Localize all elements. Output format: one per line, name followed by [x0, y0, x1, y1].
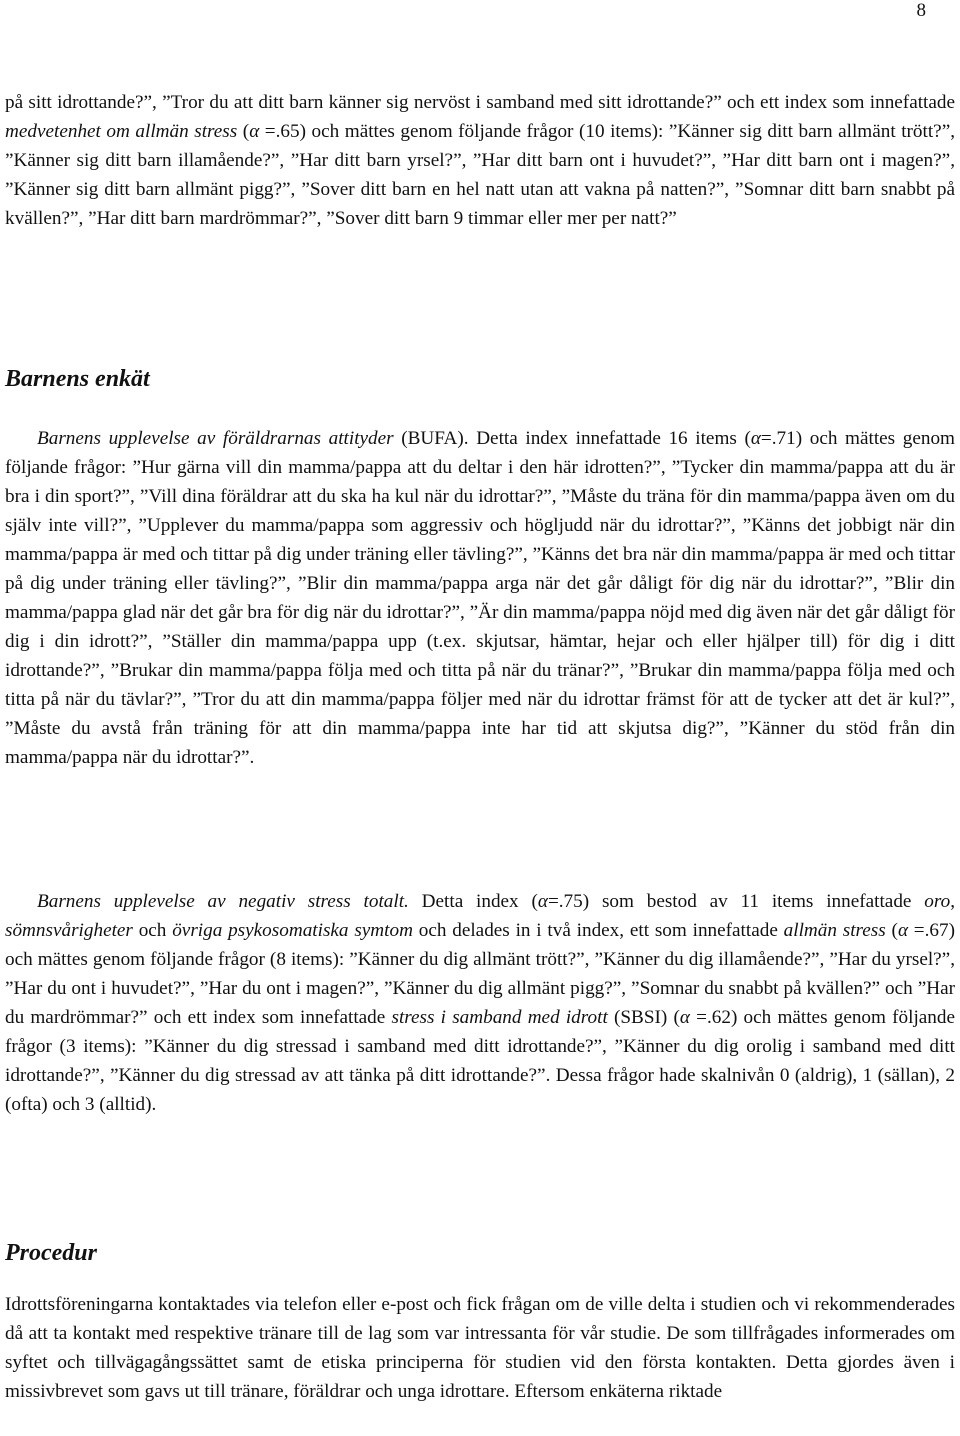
italic-text-run: α — [750, 428, 761, 449]
text-run: =.65) och mättes genom följande frågor (10 items): ”Känner sig ditt barn allmänt trött?”, ”Känner sig ditt barn illamående?”, ”Har ditt barn yrsel?”, ”Har ditt barn ont i huvudet?”, ”Har ditt barn ont i magen?”, ”Känner sig ditt barn allmänt pigg?”, ”Sover ditt barn en hel natt utan att vakna på natten?”, ”Somnar ditt barn snabbt på kvällen?”, ”Har ditt barn mardrömmar?”, ”Sover ditt barn 9 timmar eller mer per natt?” — [5, 121, 956, 229]
text-run: Idrottsföreningarna kontaktades via telefon eller e-post och fick frågan om de ville delta i studien och vi rekommenderades då att ta kontakt med respektive tränare till de lag som var intressanta för vår studie. De som tillfrågades informerades om syftet och tillvägagångssättet samt de etiska principerna för studien vid den första kontakten. Detta gjordes även i missivbrevet som gavs ut till tränare, föräldrar och unga idrottare. Eftersom enkäterna riktade — [5, 1294, 955, 1402]
section-heading-procedur: Procedur — [5, 1240, 97, 1266]
text-run: =.62) och mättes genom följande frågor (3 items): ”Känner du dig stressad i samband med ditt idrottande?”, ”Känner du dig orolig i samband med ditt idrottande?”, ”Känner du dig stressad av att tänka på ditt idrottande?”. Dessa frågor hade skalnivån 0 (aldrig), 1 (sällan), 2 (ofta) och 3 (alltid). — [5, 1007, 956, 1115]
italic-text-run: Barnens upplevelse av negativ stress totalt. — [37, 891, 409, 912]
italic-text-run: sömnsvårigheter — [5, 920, 133, 941]
text-run: och delades in i två index, ett som innefattade — [412, 920, 784, 941]
italic-text-run: medvetenhet om allmän stress — [5, 121, 238, 142]
text-run: ( — [237, 121, 250, 142]
section-heading-barnens-enkat: Barnens enkät — [5, 366, 150, 392]
page-number: 8 — [916, 0, 926, 21]
paragraph-negative-stress — [5, 887, 955, 1119]
italic-text-run: α — [537, 891, 548, 912]
italic-text-run: allmän stress — [783, 920, 886, 941]
paragraph-parent-survey-stress — [5, 88, 955, 233]
italic-text-run: α — [249, 121, 260, 142]
paragraph-bufa — [5, 424, 955, 772]
italic-text-run: Barnens upplevelse av föräldrarnas attityder — [37, 428, 394, 449]
text-run: och — [132, 920, 173, 941]
text-run: (BUFA). Detta index innefattade 16 items ( — [393, 428, 751, 449]
italic-text-run: stress i samband med idrott — [391, 1007, 608, 1028]
italic-text-run: α — [897, 920, 909, 941]
paragraph-procedur — [5, 1290, 955, 1406]
italic-text-run: oro — [924, 891, 951, 912]
text-run: på sitt idrottande?”, ”Tror du att ditt barn känner sig nervöst i samband med sitt idrottande?” och ett index som innefattade — [5, 92, 955, 113]
text-run: =.75) som bestod av 11 items innefattade — [547, 891, 925, 912]
text-run: , — [950, 891, 955, 912]
text-run: Detta index ( — [408, 891, 538, 912]
text-run: ( — [885, 920, 898, 941]
text-run: =.67) och mättes genom följande frågor (8 items): ”Känner du dig allmänt trött?”, ”Känner du dig illamående?”, ”Har du yrsel?”, ”Har du ont i huvudet?”, ”Har du ont i magen?”, ”Känner du dig allmänt pigg?”, ”Somnar du snabbt på kvällen?” och ”Har du mardrömmar?” och ett index som innefattade — [5, 920, 956, 1028]
italic-text-run: övriga psykosomatiska symtom — [172, 920, 413, 941]
text-run: (SBSI) ( — [607, 1007, 680, 1028]
text-run: =.71) och mättes genom följande frågor: ”Hur gärna vill din mamma/pappa att du deltar i den här idrotten?”, ”Tycker din mamma/pappa att du är bra i din sport?”, ”Vill dina föräldrar att du ska ha kul när du idrottar?”, ”Måste du träna för din mamma/pappa även om du själv inte vill?”, ”Upplever du mamma/pappa som aggressiv och högljudd när du idrottar?”, ”Känns det jobbigt när din mamma/pappa är med och tittar på dig under träning eller tävling?”, ”Känns det bra när din mamma/pappa är med och tittar på dig under träning eller tävling?”, ”Blir din mamma/pappa arga när det går dåligt för dig när du idrottar?”, ”Blir din mamma/pappa glad när det går bra för dig när du idrottar?”, ”Är din mamma/pappa nöjd med dig även när det går dåligt för dig i din idrott?”, ”Ställer din mamma/pappa upp (t.ex. skjutsar, hämtar, hejar och eller hjälper till) för dig i ditt idrottande?”, ”Brukar din mamma/pappa följa med och titta på när du tränar?”, ”Brukar din mamma/pappa följa med och titta på när du tävlar?”, ”Tror du att din mamma/pappa följer med när du idrottar främst för att de tycker att det är kul?”, ”Måste du avstå från träning för att din mamma/pappa inte har tid att skjutsa dig?”, ”Känner du stöd från din mamma/pappa när du idrottar?”. — [5, 428, 955, 768]
italic-text-run: α — [679, 1007, 690, 1028]
